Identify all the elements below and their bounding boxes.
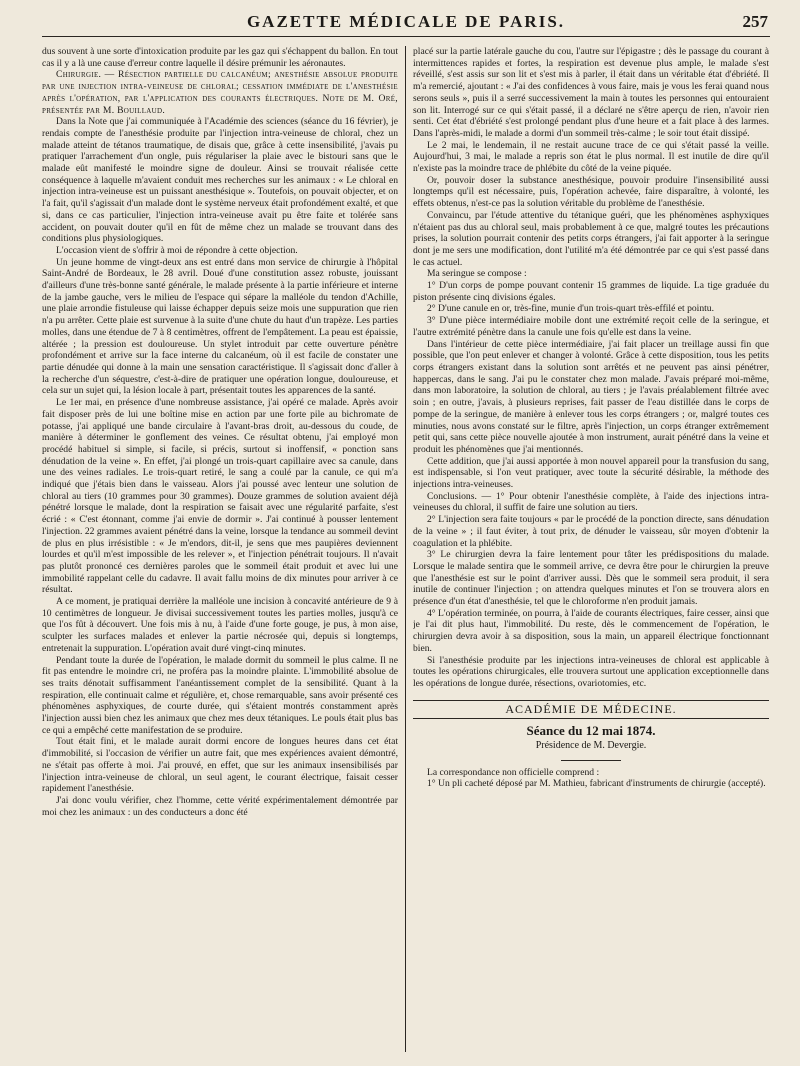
paragraph: 2° L'injection sera faite toujours « par le procédé de la ponction directe, sans dénudation de la veine » ; il faut éviter, à tout prix, de dénuder le vaisseau, sûr moyen d'obtenir la coagulation et la phlébite.	[413, 514, 769, 549]
paragraph: Cette addition, que j'ai aussi apportée à mon nouvel appareil pour la transfusion du sang, est indispensable, si l'on veut pratiquer, avec toute la sécurité désirable, la méthode des injections intra-veineuses.	[413, 455, 769, 491]
paragraph: Le 1er mai, en présence d'une nombreuse assistance, j'ai opéré ce malade. Après avoir fait disposer près de lui une boîtine mise en action par une forte pile au bichromate de potasse, j'ai appliqué une bande circulaire à l'avant-bras droit, au-dessous du coude, de manière à déterminer le gonflement des veines. Ce résultat obtenu, j'ai employé mon procédé habituel si simple, si facile, si précis, surtout si inoffensif, « ponction sans dénudation de la veine ». En effet, j'ai plongé un trois-quart capillaire avec sa canule, dans une des veines radiales. Le trois-quart retiré, le sang a coulé par la canule, ce qui m'a indiqué que j'étais bien dans le vaisseau. Alors j'ai poussé avec lenteur une solution de chloral au tiers (10 grammes pour 30 grammes). Douze grammes de solution avaient déjà pénétré lorsque le malade, dont la respiration se faisait avec une régularité parfaite, s'est écrié : « C'est étonnant, comme j'ai envie de dormir ». J'ai continué à pousser lentement l'injection. 22 grammes avaient pénétré dans la veine, lorsque la tendance au sommeil devint de plus en plus irrésistible : « Je m'endors, dit-il, je sens que mes paupières deviennent lourdes et qu'il m'est impossible de les relever », et l'injection pénétrait toujours. Il n'avait pas plutôt prononcé ces dernières paroles que le sommeil était produit et avec lui une immobilité rappelant celle du cadavre. Il avait fallu moins de dix minutes pour arriver à ce résultat.	[42, 397, 398, 596]
paragraph: 4° L'opération terminée, on pourra, à l'aide de courants électriques, faire cesser, ainsi que je l'ai dit plus haut, l'immobilité. Du reste, dès le commencement de l'opération, le chirurgien devra avoir à sa disposition, sous la main, un appareil électrique fonctionnant bien.	[413, 607, 769, 654]
column-divider	[405, 46, 406, 1052]
page-number: 257	[742, 12, 768, 31]
paragraph: La correspondance non officielle comprend :	[427, 766, 600, 778]
right-column	[413, 46, 769, 1052]
paragraph: L'occasion vient de s'offrir à moi de répondre à cette objection.	[56, 244, 298, 256]
paragraph: Conclusions. — 1° Pour obtenir l'anesthésie complète, à l'aide des injections intra-veineuses du chloral, il suffit de faire une solution au tiers.	[413, 490, 769, 514]
paragraph: A ce moment, je pratiquai derrière la malléole une incision à concavité antérieure de 9 à 10 centimètres de longueur. Je divisai successivement toutes les parties molles, jusqu'à ce que l'os fût à découvert. Une fois mis à nu, à l'aide d'une forte gouge, je pus, à mon aise, sculpter les surfaces malades et enlever la partie nécrosée qui, depuis si longtemps, entretenait la suppuration. L'opération avait duré vingt-cinq minutes.	[42, 596, 398, 654]
paragraph: Convaincu, par l'étude attentive du tétanique guéri, que les phénomènes asphyxiques n'étaient pas dus au chloral seul, mais probablement à ce que, malgré toutes les précautions prises, la solution pourrait contenir des petits corps étrangers, j'ai fait apporter à la seringue dont je me sers une modification, dont l'utilité m'a été démontrée par ce qui s'est passé dans le cas actuel.	[413, 209, 769, 268]
session-president: Présidence de M. Devergie.	[535, 740, 647, 752]
paragraph: Or, pouvoir doser la substance anesthésique, pouvoir produire l'insensibilité aussi longtemps qu'il est nécessaire, puis, l'opération achevée, faire disparaître, à volonté, les effets obtenus, n'est-ce pas la solution véritable du problème de l'anesthésie.	[413, 174, 769, 210]
left-column	[42, 46, 398, 1052]
academy-heading: ACADÉMIE DE MÉDECINE.	[413, 700, 769, 720]
section-rule	[561, 760, 621, 761]
masthead	[42, 10, 770, 37]
paragraph: Dans l'intérieur de cette pièce intermédiaire, j'ai fait placer un treillage aussi fin que possible, que l'on peut enlever et changer à volonté. Grâce à cette disposition, tous les petits corps étrangers existant dans la solution sont arrêtés et ne peuvent pas ainsi pénétrer, happercas, dans le sang. J'ai pu le constater chez mon malade. J'avais préparé moi-même, dans mon laboratoire, la solution de chloral, au tiers ; je l'avais préalablement filtrée avec soin ; en outre, j'avais, à plusieurs reprises, fait passer de l'eau distillée dans le corps de pompe de la seringue, de manière à enlever tous les corps étrangers ; or, malgré toutes ces minuties, nous avons constaté sur le filtre, après l'injection, un corps étranger extrêmement petit qui, sans cette pièce nouvelle ajoutée à mon instrument, aurait pénétré dans la veine et produit les phénomènes que j'ai mentionnés.	[413, 338, 769, 455]
publication-title: GAZETTE MÉDICALE DE PARIS.	[246, 12, 566, 31]
paragraph: dus souvent à une sorte d'intoxication produite par les gaz qui s'échappent du ballon. En tout cas il y a là une cause d'erreur contre laquelle il désire prémunir les aéronautes.	[42, 46, 398, 69]
paragraph: Dans la Note que j'ai communiquée à l'Académie des sciences (séance du 16 février), je rendais compte de l'anesthésie produite par l'injection intra-veineuse de chloral, chez un malade atteint de tétanos traumatique, de disais que, grâce à cette insensibilité, j'avais pu pratiquer l'arrachement d'un ongle, puis régulariser la plaie avec le bistouri sans que le malade eût manifesté le moindre signe de douleur. Ainsi se trouvait réalisée cette conséquence à laquelle m'avaient conduit mes recherches sur les animaux : « Le chloral en injection intra-veineuse est un puissant anesthésique ». Toutefois, on pouvait objecter, et on l'a fait, qu'il s'agissait d'un malade dont le système nerveux était profondément exalté, et que si, dans ce cas particulier, l'injection intra-veineuse avait pu être faite et tolérée sans accident, on pouvait douter qu'il en fût de même chez un malade se trouvant dans des conditions plus physiologiques.	[42, 116, 398, 245]
paragraph: Tout était fini, et le malade aurait dormi encore de longues heures dans cet état d'immobilité, si l'occasion de vérifier un autre fait, que mes expériences avaient démontré, ne s'était pas offerte à moi. J'ai prouvé, en effet, que sur les animaux insensibilisés par l'injection intra-veineuse de chloral, un seul agent, le courant électrique, faisait cesser rapidement l'anesthésie.	[42, 736, 398, 795]
academy-section	[413, 700, 769, 791]
paragraph: Chirurgie. — Résection partielle du calcanéum; anesthésie absolue produite par une injection intra-veineuse de chloral; cessation immédiate de l'anesthésie après l'opération, par l'application des courants électriques. Note de M. Oré, présentée par M. Bouillaud.	[42, 69, 398, 116]
paragraph: Le 2 mai, le lendemain, il ne restait aucune trace de ce qui s'était passé la veille. Aujourd'hui, 3 mai, le malade a repris son état le plus normal. Il est inutile de dire qu'il n'existe pas la moindre trace de phlébite du côté de la veine piquée.	[413, 139, 769, 175]
paragraph: 2° D'une canule en or, très-fine, munie d'un trois-quart très-effilé et pointu.	[427, 303, 714, 315]
paragraph: 1° D'un corps de pompe pouvant contenir 15 grammes de liquide. La tige graduée du piston présente cinq divisions égales.	[413, 280, 769, 303]
paragraph: Ma seringue se compose :	[427, 268, 527, 280]
paragraph: 1° Un pli cacheté déposé par M. Mathieu, fabricant d'instruments de chirurgie (accepté).	[427, 778, 766, 790]
paragraph: 3° D'une pièce intermédiaire mobile dont une extrémité reçoit celle de la seringue, et l'autre extrémité pénètre dans la canule une fois qu'elle est dans la veine.	[413, 315, 769, 338]
paragraph: placé sur la partie latérale gauche du cou, l'autre sur l'épigastre ; dès le passage du courant à intermittences rapides et fortes, la respiration est devenue plus ample, le malade s'est réveillé, s'est assis sur son lit et s'est mis à parler, il était dans un véritable état d'ébriété. Il m'a remercié, ajoutant : « J'ai des confidences à vous faire, mais je vous les ferai quand nous serons seuls », puis il a serré successivement la main à toutes les personnes qui entouraient son lit. Interrogé sur ce qui s'était passé, il a déclaré ne s'être aperçu de rien, n'avoir rien senti. Cet état d'ébriété s'est prolongé pendant plus d'une heure et a fait place à des larmes. Dans l'après-midi, le malade a dormi d'un sommeil très-calme ; le soir tout était dissipé.	[413, 46, 769, 139]
paragraph: 3° Le chirurgien devra la faire lentement pour tâter les prédispositions du malade. Lorsque le malade sentira que le sommeil arrive, ce devra être pour le chirurgien la preuve que l'anesthésie est sur le point d'arriver aussi. Dès que le sommeil sera produit, il sera inutile de continuer l'injection ; on attendra quelques minutes et l'on se trouvera alors en présence d'un état d'anesthésie, tel que le chloroforme n'en produit jamais.	[413, 549, 769, 608]
article-columns	[42, 46, 770, 1052]
paragraph: Pendant toute la durée de l'opération, le malade dormit du sommeil le plus calme. Il ne fit pas entendre le moindre cri, ne proféra pas la moindre plainte. L'immobilité absolue de ses traits dénotait suffisamment l'anéantissement complet de la sensibilité. Quant à la respiration, elle continuait calme et régulière, et, chose remarquable, sans avoir présenté ces phénomènes asphyxiques, de courte durée, qui s'étaient montrés constamment après l'injection aussi bien chez les animaux que chez mes deux tétaniques. Le pouls était plus bas ce qui a empêché cette manifestation de se produire.	[42, 654, 398, 736]
paragraph: J'ai donc voulu vérifier, chez l'homme, cette vérité expérimentalement démontrée par moi chez les animaux : un des conducteurs a donc été	[42, 795, 398, 818]
session-date: Séance du 12 mai 1874.	[526, 723, 656, 739]
paragraph: Un jeune homme de vingt-deux ans est entré dans mon service de chirurgie à l'hôpital Saint-André de Bordeaux, le 28 avril. Doué d'une constitution assez robuste, jouissant d'ailleurs d'une très-bonne santé générale, le malade présente à la partie inférieure et interne de la jambe gauche, vers le milieu de l'espace qui sépare la malléole du tendon d'Achille, une plaie arrondie fistuleuse qui laisse échapper depuis seize mois une suppuration que rien n'a pu arrêter. Cette plaie est survenue à la suite d'une chute du haut d'un trapèze. Les parties molles, dans une étendue de 7 à 8 centimètres, offrent de l'empâtement. La peau est épaissie, altérée ; la pression est douloureuse. Un stylet introduit par cette ouverture pénètre profondément et arrive sur la face interne du calcanéum, où il est facile de constater une partie dénudée qui donne à la main une sensation caractéristique. Il s'agissait donc d'aller à la recherche d'un séquestre, c'est-à-dire de pratiquer une opération longue, douloureuse, et cela sur un sujet qui, la lésion locale à part, présentait toutes les apparences de la santé.	[42, 256, 398, 397]
paragraph: Si l'anesthésie produite par les injections intra-veineuses de chloral est applicable à toutes les opérations chirurgicales, elle trouvera surtout une application exceptionnelle dans les opérations de longue durée, résections, ovariotomies, etc.	[413, 654, 769, 689]
